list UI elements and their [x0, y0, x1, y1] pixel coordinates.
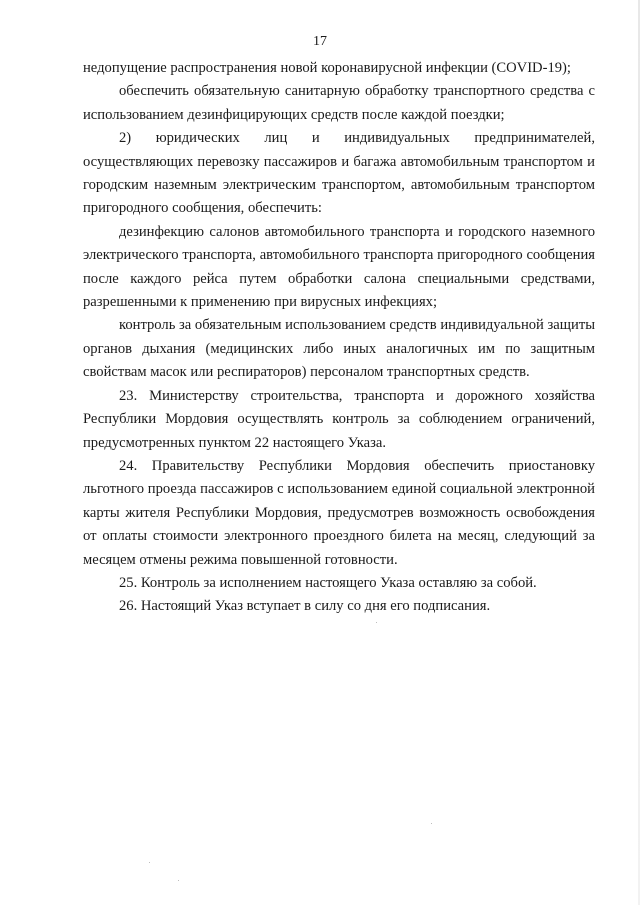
- page-number: 17: [313, 34, 327, 49]
- scan-speck: [376, 622, 377, 623]
- scan-speck: [178, 880, 179, 881]
- paragraph-item-25: 25. Контроль за исполнением настоящего Указа оставляю за собой.: [119, 574, 537, 591]
- paragraph-covid-continuation: недопущение распространения новой коронавирусной инфекции (COVID-19);: [83, 60, 571, 76]
- scan-speck: [149, 862, 150, 863]
- paragraph-item-2-entrepreneurs: 2) юридических лиц и индивидуальных предпринимателей, осуществляющих перевозку пассажиров и багажа автомобильным транспортом и городским наземным электрическим транспортом, автомобильным транспортом пригородного сообщения, обеспечить:: [83, 130, 595, 217]
- paragraph-sanitary-treatment: обеспечить обязательную санитарную обработку транспортного средства с использованием дезинфицирующих средств после каждой поездки;: [83, 83, 595, 123]
- paragraph-item-23: 23. Министерству строительства, транспорта и дорожного хозяйства Республики Мордовия осуществлять контроль за соблюдением ограничений, предусмотренных пунктом 22 настоящего Указа.: [83, 387, 595, 451]
- paragraph-item-24: 24. Правительству Республики Мордовия обеспечить приостановку льготного проезда пассажиров с использованием единой социальной электронной карты жителя Республики Мордовия, предусмотрев возможность освобождения от оплаты стоимости электронного проездного билета на месяц, следующий за месяцем отмены режима повышенной готовности.: [83, 457, 595, 568]
- paragraph-item-26: 26. Настоящий Указ вступает в силу со дня его подписания.: [119, 598, 491, 615]
- scan-speck: [431, 823, 432, 824]
- paragraph-disinfection: дезинфекцию салонов автомобильного транспорта и городского наземного электрического транспорта, автомобильного транспорта пригородного сообщения после каждого рейса путем обработки салона специальными средствами, разрешенными к применению при вирусных инфекциях;: [83, 223, 595, 311]
- paragraph-ppe-control: контроль за обязательным использованием средств индивидуальной защиты органов дыхания (медицинских либо иных аналогичных им по защитным свойствам масок или респираторов) персоналом транспортных средств.: [83, 317, 595, 381]
- document-body: [83, 57, 595, 619]
